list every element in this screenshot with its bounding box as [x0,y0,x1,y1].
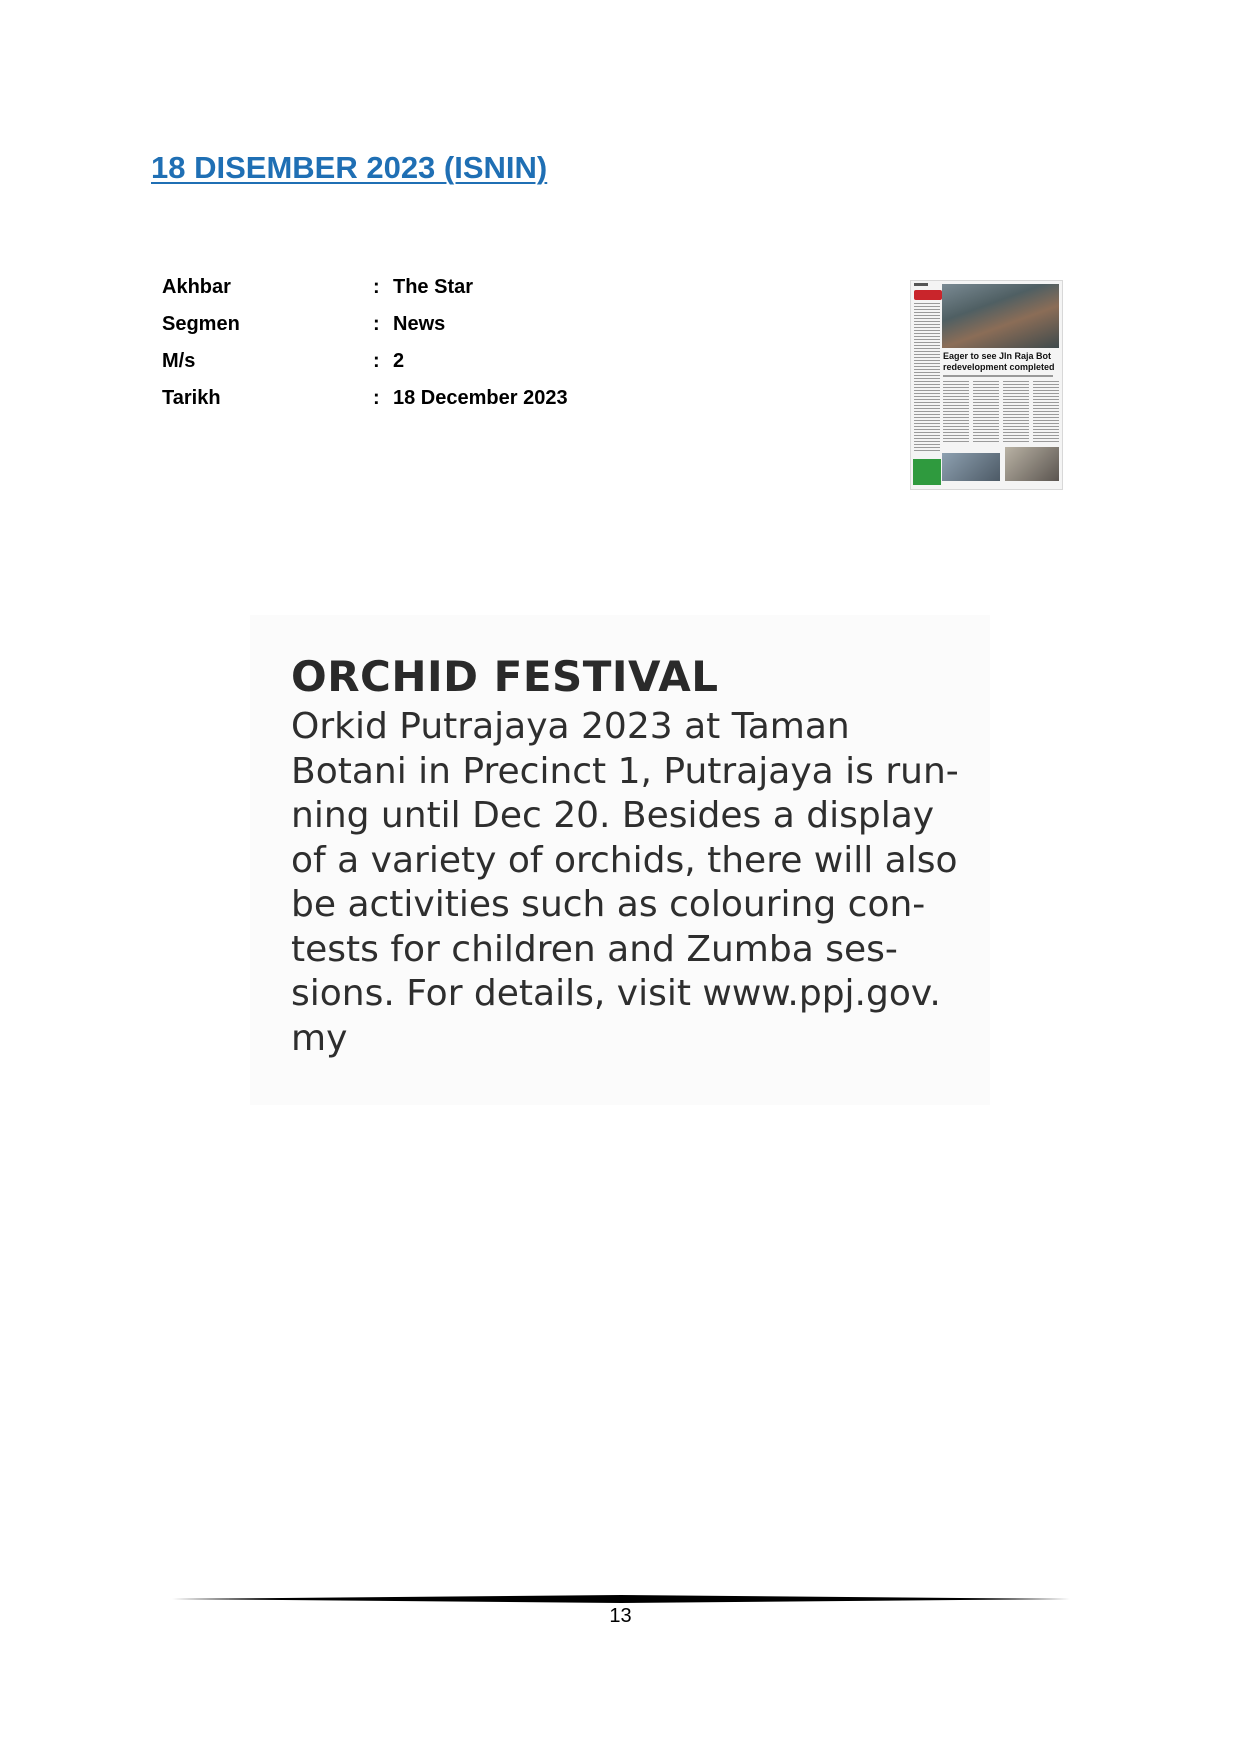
meta-colon: : [373,276,380,298]
meta-colon: : [373,350,380,372]
thumbnail-advert-box [913,459,941,485]
thumbnail-market-photo [942,284,1059,348]
meta-colon: : [373,313,380,335]
article-line: tests for children and Zumba ses- [291,928,898,970]
article-line: ning until Dec 20. Besides a display [291,795,935,836]
footer-divider [172,1595,1070,1603]
thumbnail-text-column [1033,381,1059,443]
page-number: 13 [609,1605,632,1627]
thumbnail-masthead [914,283,928,286]
article-line: Orkid Putrajaya 2023 at Taman [291,706,850,747]
thumbnail-headline-line: Eager to see Jln Raja Bot [943,351,1052,361]
meta-label: M/s [162,350,196,372]
thumbnail-text-column [1003,381,1029,443]
meta-value: 2 [393,350,405,372]
meta-label: Tarikh [162,387,221,409]
thumbnail-headline [943,351,1055,373]
article-line: Botani in Precinct 1, Putrajaya is run- [291,750,959,792]
thumbnail-text-column [973,381,999,443]
thumbnail-section-tag [914,290,942,300]
thumbnail-subheadline [943,375,1053,377]
article-line: sions. For details, visit www.ppj.gov. [291,973,941,1014]
thumbnail-photo [1005,447,1059,481]
thumbnail-headline-line: redevelopment completed [943,362,1055,372]
newspaper-page-thumbnail [910,280,1063,490]
article-body [291,705,959,1061]
meta-label: Segmen [162,313,240,335]
page-date-heading: 18 DISEMBER 2023 (ISNIN) [151,150,548,185]
meta-colon: : [373,387,380,409]
article-clipping [250,615,990,1105]
meta-label: Akhbar [162,276,231,298]
article-title: ORCHID FESTIVAL [291,652,719,701]
article-line: be activities such as colouring con- [291,884,926,925]
article-line: of a variety of orchids, there will also [291,839,958,881]
meta-value: 18 December 2023 [393,387,568,409]
thumbnail-photo [942,453,1000,481]
thumbnail-text-column [943,381,969,443]
meta-value: News [393,313,446,335]
article-line: my [291,1017,348,1059]
thumbnail-left-column [914,303,940,453]
meta-value: The Star [393,276,474,298]
